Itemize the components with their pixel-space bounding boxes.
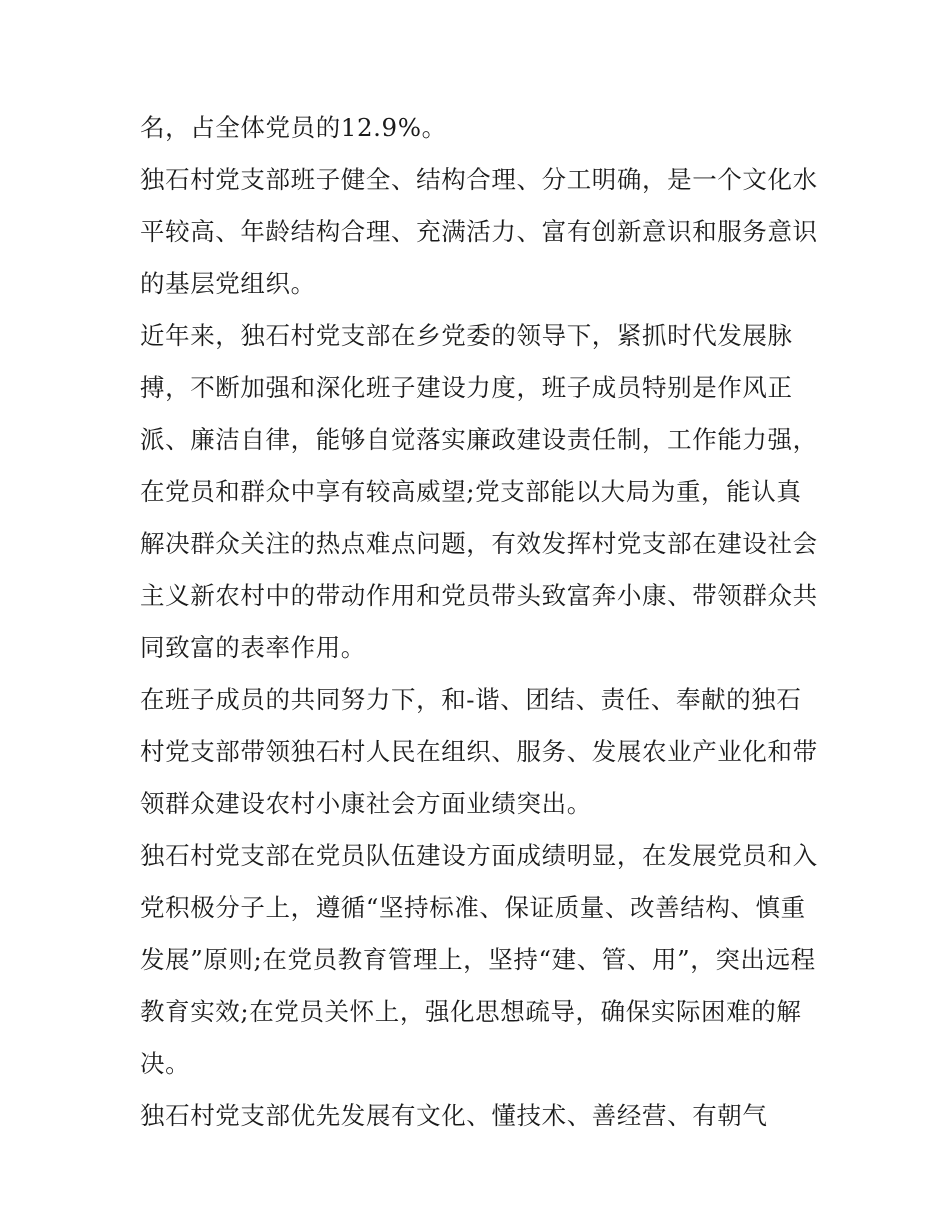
text-line: 领群众建设农村小康社会方面业绩突出。 — [140, 789, 592, 818]
text-line: 的基层党组织。 — [140, 269, 316, 298]
text-line: 在党员和群众中享有较高威望;党支部能以大局为重，能认真 — [140, 477, 802, 506]
text-line: 名，占全体党员的12.9%。 — [140, 113, 447, 142]
text-line: 村党支部带领独石村人民在组织、服务、发展农业产业化和带 — [140, 737, 818, 766]
text-line: 派、廉洁自律，能够自觉落实廉政建设责任制，工作能力强， — [140, 425, 818, 454]
text-line: 近年来，独石村党支部在乡党委的领导下，紧抓时代发展脉 — [140, 321, 793, 350]
paragraph-4 — [140, 674, 820, 830]
paragraph-2 — [140, 154, 820, 310]
text-line: 独石村党支部在党员队伍建设方面成绩明显，在发展党员和入 — [140, 841, 818, 870]
text-line: 党积极分子上，遵循“坚持标准、保证质量、改善结构、慎重 — [140, 893, 806, 922]
text-line: 搏，不断加强和深化班子建设力度，班子成员特别是作风正 — [140, 373, 793, 402]
text-line: 解决群众关注的热点难点问题，有效发挥村党支部在建设社会 — [140, 529, 818, 558]
document-body — [140, 102, 820, 1142]
paragraph-6 — [140, 1090, 820, 1142]
paragraph-1 — [140, 102, 820, 154]
paragraph-5 — [140, 830, 820, 1090]
text-line: 平较高、年龄结构合理、充满活力、富有创新意识和服务意识 — [140, 217, 818, 246]
text-line: 独石村党支部班子健全、结构合理、分工明确，是一个文化水 — [140, 165, 818, 194]
text-line: 同致富的表率作用。 — [140, 633, 366, 662]
text-line: 独石村党支部优先发展有文化、懂技术、善经营、有朝气 — [140, 1101, 768, 1130]
text-line: 发展”原则;在党员教育管理上，坚持“建、管、用”，突出远程 — [140, 945, 816, 974]
text-line: 决。 — [140, 1049, 191, 1078]
text-line: 主义新农村中的带动作用和党员带头致富奔小康、带领群众共 — [140, 581, 818, 610]
text-line: 教育实效;在党员关怀上，强化思想疏导，确保实际困难的解 — [140, 997, 802, 1026]
text-line: 在班子成员的共同努力下，和-谐、团结、责任、奉献的独石 — [140, 685, 802, 714]
paragraph-3 — [140, 310, 820, 674]
